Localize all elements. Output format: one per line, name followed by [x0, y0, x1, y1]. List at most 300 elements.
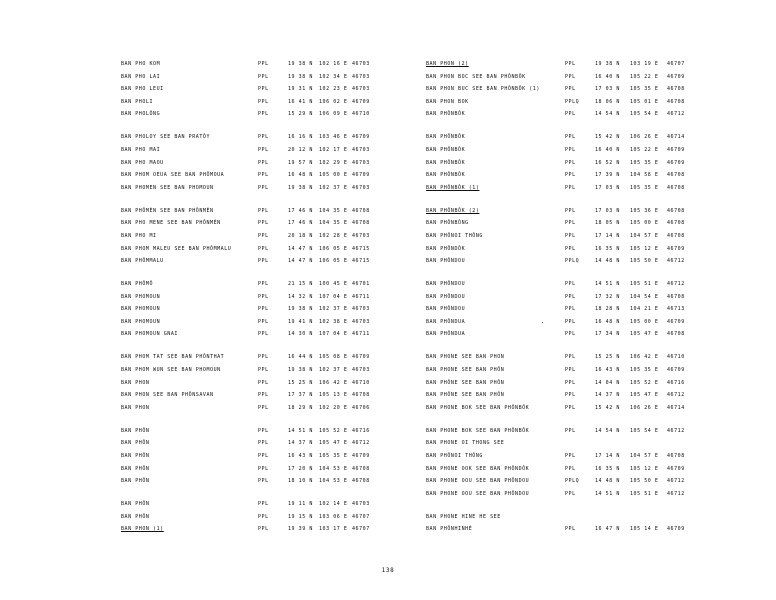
latitude: 15 25 N: [595, 354, 620, 361]
latitude: 14 30 N: [288, 331, 313, 338]
feature-type: PPL: [565, 111, 576, 118]
map-sheet-id: 46708: [667, 98, 685, 105]
map-sheet-id: 46715: [352, 245, 370, 252]
entry-name: BAN PHÔNBÔK (1): [426, 184, 480, 191]
longitude: 100 45 E: [319, 281, 348, 288]
map-sheet-id: 46709: [667, 367, 685, 374]
feature-type: PPL: [565, 159, 576, 166]
feature-type: PPL: [258, 306, 269, 313]
latitude: 18 05 N: [595, 220, 620, 227]
gazetteer-entry: [121, 243, 411, 256]
longitude: 102 34 E: [319, 73, 348, 80]
map-sheet-id: 46709: [667, 245, 685, 252]
longitude: 104 57 E: [630, 452, 659, 459]
longitude: 102 14 E: [319, 501, 348, 508]
longitude: 105 22 E: [630, 73, 659, 80]
feature-type: PPL: [565, 452, 576, 459]
feature-type: PPL: [565, 232, 576, 239]
latitude: 17 46 N: [288, 207, 313, 214]
entry-name: BAN PHÔNBÔK: [426, 146, 466, 153]
map-sheet-id: 46708: [667, 232, 685, 239]
latitude: 16 43 N: [595, 367, 620, 374]
feature-type: PPL: [565, 86, 576, 93]
longitude: 105 12 E: [630, 245, 659, 252]
longitude: 102 37 E: [319, 306, 348, 313]
feature-type: PPL: [258, 207, 269, 214]
longitude: 106 02 E: [319, 98, 348, 105]
longitude: 106 05 E: [319, 245, 348, 252]
latitude: 16 40 N: [595, 73, 620, 80]
feature-type: PPL: [258, 427, 269, 434]
feature-type: PPL: [565, 490, 576, 497]
longitude: 107 04 E: [319, 331, 348, 338]
feature-type: PPL: [258, 184, 269, 191]
feature-type: PPL: [258, 159, 269, 166]
map-sheet-id: 46707: [352, 513, 370, 520]
gazetteer-entry: [121, 255, 411, 268]
longitude: 104 35 E: [319, 220, 348, 227]
latitude: 16 43 N: [288, 452, 313, 459]
gazetteer-entry: [426, 389, 726, 402]
map-sheet-id: 46703: [352, 159, 370, 166]
map-sheet-id: 46711: [352, 293, 370, 300]
latitude: 14 48 N: [595, 478, 620, 485]
entry-name: BAN PHOMEN SEE BAN PHOMOUN: [121, 184, 214, 191]
entry-name: BAN PHÔNBÔK: [426, 111, 466, 118]
map-sheet-id: 46709: [352, 172, 370, 179]
entry-name: BAN PHON BOC SEE BAN PHÔNBÔK: [426, 73, 526, 80]
feature-type: PPL: [565, 220, 576, 227]
gazetteer-entry: [426, 364, 726, 377]
gazetteer-entry: [426, 377, 726, 390]
longitude: 104 53 E: [319, 465, 348, 472]
longitude: 105 54 E: [630, 111, 659, 118]
gazetteer-entry: [121, 364, 411, 377]
gazetteer-entry: [426, 230, 726, 243]
latitude: 19 38 N: [288, 367, 313, 374]
longitude: 105 08 E: [319, 354, 348, 361]
latitude: 17 14 N: [595, 232, 620, 239]
gazetteer-entry: [426, 291, 726, 304]
latitude: 16 40 N: [595, 146, 620, 153]
longitude: 105 47 E: [319, 440, 348, 447]
gazetteer-entry: [426, 328, 726, 341]
map-sheet-id: 46712: [667, 478, 685, 485]
entry-name: BAN PHÔNE SEE BAN PHÔN: [426, 392, 505, 399]
gazetteer-entry: [121, 402, 411, 415]
entry-name: BAN PHÔN: [121, 501, 150, 508]
gazetteer-entry: [121, 291, 411, 304]
feature-type: PPL: [258, 331, 269, 338]
feature-type: PPL: [565, 61, 576, 67]
entry-name: BAN PHO MAI: [121, 146, 161, 153]
map-sheet-id: 46709: [667, 159, 685, 166]
latitude: 15 29 N: [288, 111, 313, 118]
feature-type: PPL: [258, 73, 269, 80]
longitude: 104 35 E: [319, 207, 348, 214]
gazetteer-entry: [121, 58, 411, 71]
map-sheet-id: 46708: [667, 220, 685, 227]
map-sheet-id: 46708: [667, 331, 685, 338]
feature-type: PPLQ: [565, 98, 580, 105]
map-sheet-id: 46712: [667, 111, 685, 118]
gazetteer-entry: [426, 463, 726, 476]
longitude: 106 26 E: [630, 134, 659, 141]
longitude: 105 35 E: [630, 184, 659, 191]
gazetteer-entry: [426, 278, 726, 291]
longitude: 103 19 E: [630, 61, 659, 67]
map-sheet-id: 46708: [352, 465, 370, 472]
gazetteer-entry: [121, 230, 411, 243]
map-sheet-id: 46716: [352, 427, 370, 434]
feature-type: PPL: [565, 172, 576, 179]
entry-name: BAN PHOLI: [121, 98, 154, 105]
entry-name: BAN PHOM OEUA SEE BAN PHÔMOUA: [121, 172, 225, 179]
entry-name: BAN PHON BOK: [426, 98, 469, 105]
longitude: 104 54 E: [630, 293, 659, 300]
latitude: 17 20 N: [288, 465, 313, 472]
map-sheet-id: 46703: [352, 318, 370, 325]
gazetteer-entry: [426, 144, 726, 157]
latitude: 16 35 N: [595, 465, 620, 472]
entry-name: BAN PHÔNBÔK: [426, 159, 466, 166]
gazetteer-entry: [121, 205, 411, 218]
latitude: 15 42 N: [595, 134, 620, 141]
entry-name: BAN PHÔNDUA: [426, 331, 466, 338]
feature-type: PPL: [565, 379, 576, 386]
entry-name: BAN PHÔNBÔK: [426, 172, 466, 179]
map-sheet-id: 46713: [667, 306, 685, 313]
longitude: 103 17 E: [319, 526, 348, 533]
map-sheet-id: 46716: [667, 379, 685, 386]
latitude: 17 03 N: [595, 184, 620, 191]
longitude: 105 47 E: [630, 331, 659, 338]
feature-type: PPL: [565, 293, 576, 300]
feature-type: PPL: [258, 98, 269, 105]
gazetteer-entry: [426, 488, 726, 501]
longitude: 105 12 E: [630, 465, 659, 472]
gazetteer-entry: [426, 108, 726, 121]
entry-name: BAN PHO LAI: [121, 73, 161, 80]
map-sheet-id: 46715: [352, 258, 370, 265]
entry-name: BAN PHONE OOU SEE BAN PHÔNDOU: [426, 478, 530, 485]
entry-name: BAN PHONE HINE HE SEE: [426, 513, 501, 520]
latitude: 19 39 N: [288, 526, 313, 533]
entry-name: BAN PHOLOY SEE BAN PRATÔY: [121, 134, 211, 141]
entry-name: BAN PHÔN: [121, 465, 150, 472]
map-sheet-id: 46707: [352, 526, 370, 533]
feature-type: PPL: [258, 172, 269, 179]
longitude: 104 21 E: [630, 306, 659, 313]
entry-name: BAN PHOM TAT SEE BAN PHÔNTHAT: [121, 354, 225, 361]
map-sheet-id: 46708: [667, 184, 685, 191]
latitude: 19 38 N: [595, 61, 620, 67]
gazetteer-entry: [121, 351, 411, 364]
latitude: 17 37 N: [288, 392, 313, 399]
gazetteer-entry: [121, 425, 411, 438]
feature-type: PPL: [565, 354, 576, 361]
feature-type: PPL: [258, 111, 269, 118]
entry-name: BAN PHÔN: [121, 513, 150, 520]
entry-name: BAN PHONE OOK SEE BAN PHÔNDÔK: [426, 465, 530, 472]
map-sheet-id: 46709: [352, 134, 370, 141]
longitude: 102 17 E: [319, 146, 348, 153]
longitude: 106 26 E: [630, 404, 659, 411]
longitude: 106 09 E: [319, 111, 348, 118]
latitude: 16 44 N: [288, 354, 313, 361]
map-sheet-id: 46703: [352, 184, 370, 191]
entry-name: BAN PHÔN: [121, 478, 150, 485]
latitude: 18 10 N: [288, 478, 313, 485]
map-sheet-id: 46711: [352, 331, 370, 338]
entry-name: BAN PHON: [121, 404, 150, 411]
entry-name: BAN PHO MI: [121, 232, 157, 239]
map-sheet-id: 46712: [667, 281, 685, 288]
latitude: 14 04 N: [595, 379, 620, 386]
feature-type: PPL: [258, 513, 269, 520]
map-sheet-id: 46710: [352, 379, 370, 386]
feature-type: PPL: [258, 379, 269, 386]
gazetteer-entry: [426, 58, 726, 71]
entry-name: BAN PHÔNHINHÈ: [426, 526, 473, 533]
longitude: 102 23 E: [319, 86, 348, 93]
feature-type: PPL: [258, 146, 269, 153]
feature-type: PPL: [258, 452, 269, 459]
feature-type: PPL: [258, 281, 269, 288]
feature-type: PPL: [565, 465, 576, 472]
entry-name: BAN PHOMOUN: [121, 318, 161, 325]
feature-type: PPL: [258, 440, 269, 447]
feature-type: PPL: [565, 367, 576, 374]
latitude: 19 57 N: [288, 159, 313, 166]
longitude: 103 06 E: [319, 513, 348, 520]
longitude: 106 42 E: [630, 354, 659, 361]
map-sheet-id: 46703: [352, 86, 370, 93]
gazetteer-entry: [121, 377, 411, 390]
feature-type: PPL: [565, 146, 576, 153]
latitude: 18 28 N: [595, 306, 620, 313]
latitude: 15 25 N: [288, 379, 313, 386]
latitude: 18 29 N: [288, 404, 313, 411]
gazetteer-entry: [121, 278, 411, 291]
entry-name: BAN PHONE OI THONG SEE: [426, 440, 505, 447]
longitude: 102 28 E: [319, 232, 348, 239]
map-sheet-id: 46714: [667, 134, 685, 141]
feature-type: PPL: [565, 73, 576, 80]
latitude: 14 51 N: [595, 490, 620, 497]
gazetteer-entry: [426, 243, 726, 256]
entry-name: BAN PHON: [121, 379, 150, 386]
latitude: 16 48 N: [595, 318, 620, 325]
entry-name: BAN PHÔNDUA: [426, 318, 466, 325]
entry-name: BAN PHO MAOU: [121, 159, 164, 166]
feature-type: PPL: [258, 404, 269, 411]
map-sheet-id: 46701: [352, 281, 370, 288]
entry-name: BAN PHONE BOK SEE BAN PHÔNBÔK: [426, 404, 530, 411]
latitude: 15 42 N: [595, 404, 620, 411]
longitude: 105 35 E: [630, 86, 659, 93]
entry-name: BAN PHONE SEE BAN PHÔN: [426, 367, 505, 374]
entry-name: BAN PHOM MALEU SEE BAN PHÔMMALU: [121, 245, 232, 252]
gazetteer-entry: [121, 523, 411, 536]
entry-name: BAN PHÔNDOU: [426, 258, 466, 265]
latitude: 14 47 N: [288, 245, 313, 252]
map-sheet-id: 46708: [667, 86, 685, 93]
entry-name: BAN PHON BUC SEE BAN PHÔNBÔK (1): [426, 86, 540, 93]
map-sheet-id: 46707: [667, 61, 685, 67]
latitude: 19 38 N: [288, 61, 313, 67]
entry-name: BAN PHO MENE SEE BAN PHÔNMÈN: [121, 220, 221, 227]
map-sheet-id: 46712: [352, 440, 370, 447]
longitude: 106 05 E: [319, 258, 348, 265]
longitude: 105 52 E: [630, 379, 659, 386]
latitude: 14 51 N: [595, 281, 620, 288]
latitude: 16 35 N: [595, 245, 620, 252]
right-column: [426, 58, 726, 536]
gazetteer-entry: [426, 511, 726, 524]
map-sheet-id: 46710: [352, 111, 370, 118]
entry-name: BAN PHONE SEE BAN PHON: [426, 354, 505, 361]
longitude: 105 01 E: [630, 98, 659, 105]
longitude: 102 38 E: [319, 318, 348, 325]
feature-type: PPL: [258, 465, 269, 472]
map-sheet-id: 46703: [352, 367, 370, 374]
gazetteer-entry: [426, 71, 726, 84]
map-sheet-id: 46703: [352, 232, 370, 239]
entry-name: BAN PHO LEUI: [121, 86, 164, 93]
gazetteer-entry: [121, 328, 411, 341]
feature-type: PPL: [565, 331, 576, 338]
entry-name: BAN PHÔMÔ: [121, 281, 154, 288]
longitude: 105 00 E: [630, 318, 659, 325]
latitude: 19 38 N: [288, 306, 313, 313]
gazetteer-entry: [426, 131, 726, 144]
latitude: 19 41 N: [288, 318, 313, 325]
feature-type: PPL: [258, 501, 269, 508]
gazetteer-entry: [426, 425, 726, 438]
gazetteer-entry: [426, 205, 726, 218]
feature-type: PPL: [565, 184, 576, 191]
map-sheet-id: 46710: [667, 354, 685, 361]
entry-name: BAN PHÔMMALU: [121, 258, 164, 265]
gazetteer-entry: [426, 475, 726, 488]
longitude: 105 50 E: [630, 258, 659, 265]
feature-type: PPL: [258, 258, 269, 265]
gazetteer-entry: [121, 131, 411, 144]
left-column: [121, 58, 411, 536]
map-sheet-id: 46708: [352, 392, 370, 399]
map-sheet-id: 46709: [352, 452, 370, 459]
latitude: 14 37 N: [288, 440, 313, 447]
map-sheet-id: 46708: [352, 207, 370, 214]
feature-type: PPL: [565, 404, 576, 411]
gazetteer-entry: [121, 182, 411, 195]
entry-name: BAN PHON SEE BAN PHÔNSAVAN: [121, 392, 214, 399]
gazetteer-entry: [426, 157, 726, 170]
map-sheet-id: 46709: [667, 526, 685, 533]
longitude: 106 42 E: [319, 379, 348, 386]
longitude: 105 36 E: [630, 207, 659, 214]
entry-name: BAN PHÔNE SEE BAN PHÔN: [426, 379, 505, 386]
gazetteer-entry: [121, 157, 411, 170]
map-sheet-id: 46712: [667, 258, 685, 265]
latitude: 20 12 N: [288, 146, 313, 153]
speck-mark: [542, 322, 543, 323]
gazetteer-entry: [426, 303, 726, 316]
latitude: 14 32 N: [288, 293, 313, 300]
map-sheet-id: 46703: [352, 146, 370, 153]
feature-type: PPL: [258, 392, 269, 399]
latitude: 17 14 N: [595, 452, 620, 459]
longitude: 104 58 E: [630, 172, 659, 179]
page-number: 138: [381, 567, 395, 574]
gazetteer-entry: [121, 303, 411, 316]
entry-name: BAN PHÔNDOU: [426, 281, 466, 288]
feature-type: PPL: [258, 220, 269, 227]
latitude: 20 18 N: [288, 232, 313, 239]
latitude: 19 38 N: [288, 184, 313, 191]
latitude: 19 38 N: [288, 73, 313, 80]
latitude: 21 15 N: [288, 281, 313, 288]
map-sheet-id: 46706: [352, 404, 370, 411]
map-sheet-id: 46714: [667, 404, 685, 411]
longitude: 105 51 E: [630, 490, 659, 497]
entry-name: BAN PHOMOUN GNAI: [121, 331, 178, 338]
longitude: 105 35 E: [630, 159, 659, 166]
longitude: 105 47 E: [630, 392, 659, 399]
longitude: 105 50 E: [630, 478, 659, 485]
latitude: 16 41 N: [288, 98, 313, 105]
latitude: 19 11 N: [288, 501, 313, 508]
latitude: 16 47 N: [595, 526, 620, 533]
gazetteer-entry: [121, 498, 411, 511]
gazetteer-entry: [121, 511, 411, 524]
gazetteer-entry: [121, 437, 411, 450]
gazetteer-entry: [426, 217, 726, 230]
latitude: 16 48 N: [288, 172, 313, 179]
longitude: 105 14 E: [630, 526, 659, 533]
entry-name: BAN PHÔN: [121, 440, 150, 447]
longitude: 103 46 E: [319, 134, 348, 141]
feature-type: PPLQ: [565, 478, 580, 485]
entry-name: BAN PHÔNBÔK: [426, 134, 466, 141]
feature-type: PPL: [565, 207, 576, 214]
gazetteer-entry: [426, 96, 726, 109]
entry-name: BAN PHÔNOI THÔNG: [426, 232, 483, 239]
latitude: 14 48 N: [595, 258, 620, 265]
feature-type: PPL: [565, 392, 576, 399]
map-sheet-id: 46712: [667, 490, 685, 497]
entry-name: BAN PHONE BOK SEE BAN PHÔNBÔK: [426, 427, 530, 434]
latitude: 19 31 N: [288, 86, 313, 93]
longitude: 104 53 E: [319, 478, 348, 485]
longitude: 105 35 E: [319, 452, 348, 459]
longitude: 102 16 E: [319, 61, 348, 67]
longitude: 105 35 E: [630, 367, 659, 374]
map-sheet-id: 46703: [352, 61, 370, 67]
longitude: 102 20 E: [319, 404, 348, 411]
entry-name: BAN PHÔMÈN SEE BAN PHÔNMÈN: [121, 207, 214, 214]
entry-name: BAN PHÔNDOU: [426, 293, 466, 300]
feature-type: PPL: [258, 134, 269, 141]
gazetteer-entry: [426, 316, 726, 329]
latitude: 19 15 N: [288, 513, 313, 520]
map-sheet-id: 46708: [667, 207, 685, 214]
gazetteer-entry: [121, 96, 411, 109]
entry-name: BAN PHON (2): [426, 61, 469, 67]
map-sheet-id: 46708: [667, 293, 685, 300]
longitude: 102 29 E: [319, 159, 348, 166]
